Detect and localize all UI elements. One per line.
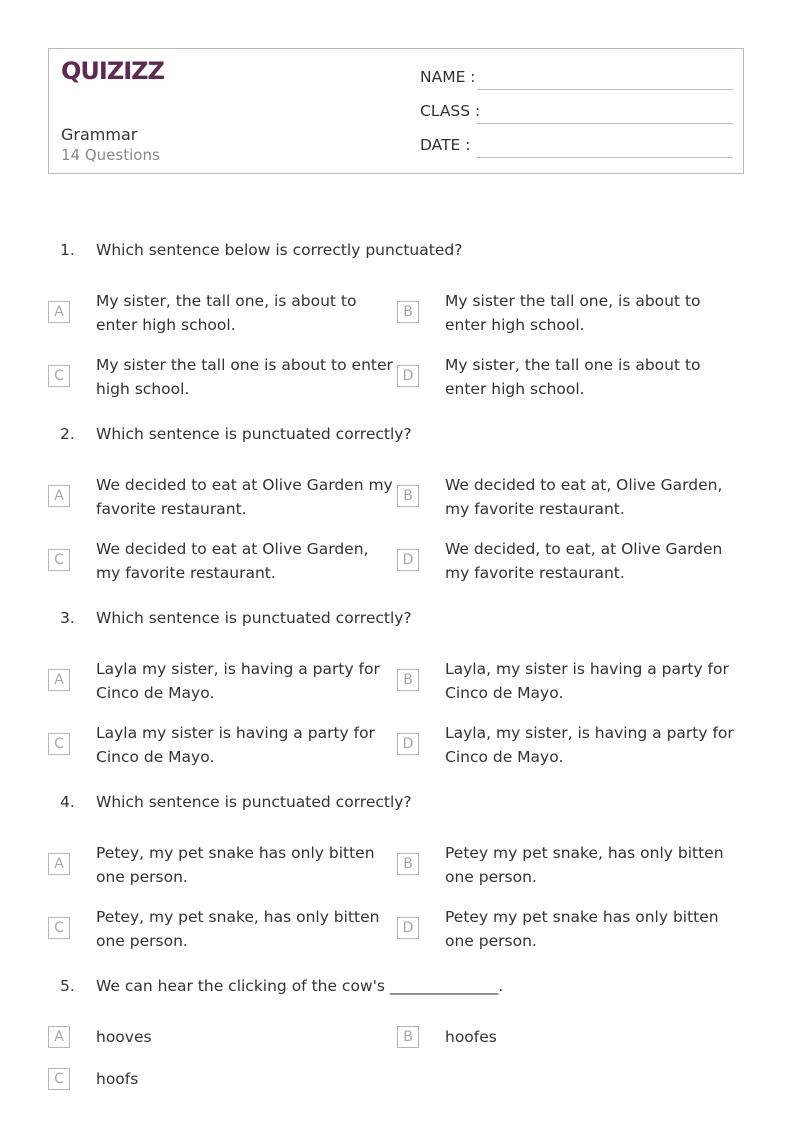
- question-number: 1.: [60, 241, 75, 259]
- class-field[interactable]: [477, 123, 733, 124]
- date-label: DATE :: [420, 136, 471, 154]
- option-text: Layla, my sister, is having a party for Cinco de Mayo.: [445, 724, 734, 766]
- worksheet-title: Grammar: [61, 125, 138, 144]
- option-c-box[interactable]: C: [48, 1068, 70, 1090]
- option-d-box[interactable]: D: [397, 917, 419, 939]
- option-text: hoofs: [96, 1070, 139, 1088]
- option-b-box[interactable]: B: [397, 485, 419, 507]
- question-text: Which sentence is punctuated correctly?: [96, 425, 412, 443]
- option-text: My sister, the tall one is about to enter high school.: [445, 356, 701, 398]
- option-a-box[interactable]: A: [48, 485, 70, 507]
- option-b-box[interactable]: B: [397, 301, 419, 323]
- option-text: Layla my sister, is having a party for Cinco de Mayo.: [96, 660, 380, 702]
- question-text: Which sentence is punctuated correctly?: [96, 793, 412, 811]
- option-a-box[interactable]: A: [48, 853, 70, 875]
- option-text: Petey, my pet snake, has only bitten one person.: [96, 908, 380, 950]
- option-text: Petey, my pet snake has only bitten one person.: [96, 844, 375, 886]
- question-number: 4.: [60, 793, 75, 811]
- question-text: Which sentence below is correctly punctuated?: [96, 241, 463, 259]
- option-text: hooves: [96, 1028, 152, 1046]
- option-text: We decided to eat at Olive Garden my favorite restaurant.: [96, 476, 393, 518]
- option-text: Layla, my sister is having a party for Cinco de Mayo.: [445, 660, 729, 702]
- name-label: NAME :: [420, 68, 476, 86]
- option-text: hoofes: [445, 1028, 497, 1046]
- option-text: Petey my pet snake, has only bitten one person.: [445, 844, 724, 886]
- option-text: Petey my pet snake has only bitten one person.: [445, 908, 719, 950]
- option-text: My sister, the tall one, is about to enter high school.: [96, 292, 357, 334]
- option-c-box[interactable]: C: [48, 549, 70, 571]
- option-text: Layla my sister is having a party for Cinco de Mayo.: [96, 724, 375, 766]
- question-number: 2.: [60, 425, 75, 443]
- option-c-box[interactable]: C: [48, 917, 70, 939]
- option-text: We decided to eat at Olive Garden, my favorite restaurant.: [96, 540, 369, 582]
- question-number: 5.: [60, 977, 75, 995]
- option-c-box[interactable]: C: [48, 365, 70, 387]
- option-a-box[interactable]: A: [48, 669, 70, 691]
- option-d-box[interactable]: D: [397, 733, 419, 755]
- option-d-box[interactable]: D: [397, 549, 419, 571]
- option-c-box[interactable]: C: [48, 733, 70, 755]
- option-text: We decided to eat at, Olive Garden, my favorite restaurant.: [445, 476, 723, 518]
- name-field[interactable]: [477, 89, 733, 90]
- question-text: We can hear the clicking of the cow's ______________.: [96, 977, 504, 995]
- question-text: Which sentence is punctuated correctly?: [96, 609, 412, 627]
- option-a-box[interactable]: A: [48, 301, 70, 323]
- option-text: My sister the tall one is about to enter high school.: [96, 356, 393, 398]
- question-count: 14 Questions: [61, 146, 160, 164]
- option-d-box[interactable]: D: [397, 365, 419, 387]
- option-b-box[interactable]: B: [397, 853, 419, 875]
- option-a-box[interactable]: A: [48, 1026, 70, 1048]
- option-text: My sister the tall one, is about to enter high school.: [445, 292, 701, 334]
- option-text: We decided, to eat, at Olive Garden my favorite restaurant.: [445, 540, 723, 582]
- date-field[interactable]: [477, 157, 733, 158]
- option-b-box[interactable]: B: [397, 669, 419, 691]
- option-b-box[interactable]: B: [397, 1026, 419, 1048]
- question-number: 3.: [60, 609, 75, 627]
- class-label: CLASS :: [420, 102, 481, 120]
- quizizz-logo: QUIZIZZ: [61, 57, 164, 85]
- worksheet-header: [48, 48, 744, 174]
